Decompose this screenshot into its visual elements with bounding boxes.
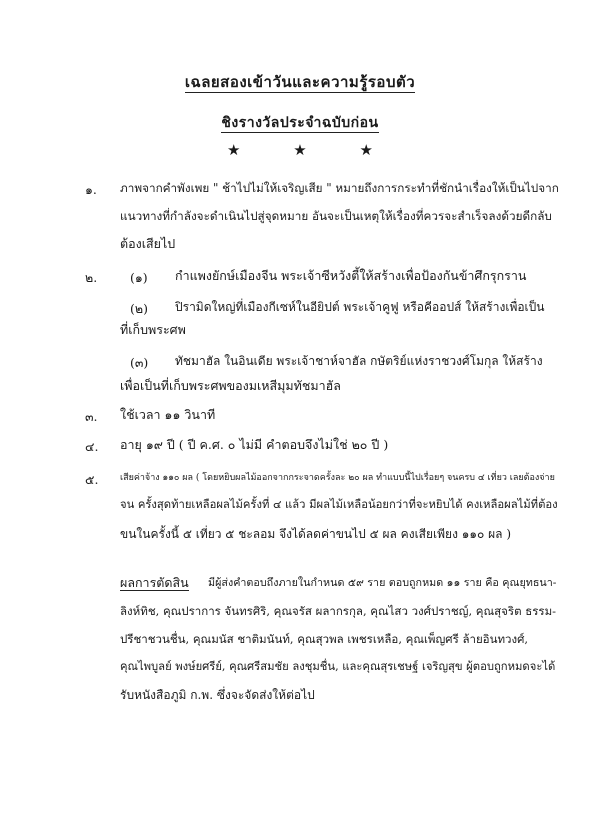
answer-1-line: แนวทางที่กำลังจะดำเนินไปสู่จุดหมาย อันจะเป็นเหตุให้เรื่องที่ควรจะสำเร็จลงด้วยดีกลับ xyxy=(120,209,552,223)
answer-2-item-line: กำแพงยักษ์เมืองจีน พระเจ้าซีหวังตี้ให้สร้างเพื่อป้องกันข้าศึกรุกราน xyxy=(175,268,527,283)
answer-2-item-line: ทัชมาฮัล ในอินเดีย พระเจ้าชาห์จาฮัล กษัตริย์แห่งราชวงศ์โมกุล ให้สร้าง xyxy=(175,354,543,368)
star-divider: ★ ★ ★ xyxy=(227,141,397,159)
answer-3-number: ๓. xyxy=(85,409,98,424)
answer-5-line: เสียค่าจ้าง ๑๑๐ ผล ( โดยหยิบผลไม้ออกจากกระจาดครั้งละ ๒๐ ผล ทำแบบนี้ไปเรื่อยๆ จนครบ ๔ เที่ยว เลยต้องจ่าย xyxy=(120,473,555,483)
page-subtitle xyxy=(0,112,600,134)
answer-2-item-mark: (๒) xyxy=(130,301,148,316)
answer-4-text: อายุ ๑๙ ปี ( ปี ค.ศ. ๐ ไม่มี คำตอบจึงไม่ใช่ ๒๐ ปี ) xyxy=(120,437,389,452)
answer-1-line: ต้องเสียไป xyxy=(120,236,176,251)
answer-1-line: ภาพจากคำพังเพย " ช้าไปไม่ให้เจริญเสีย " หมายถึงการกระทำที่ชักนำเรื่องให้เป็นไปจาก xyxy=(120,181,559,195)
answer-3-text: ใช้เวลา ๑๑ วินาที xyxy=(120,407,216,422)
answer-5-line: ขนในครั้งนี้ ๕ เที่ยว ๕ ชะลอม จึงได้ลดค่าขนไป ๕ ผล คงเสียเพียง ๑๑๐ ผล ) xyxy=(120,527,511,541)
answer-2-item-mark: (๓) xyxy=(130,355,149,370)
page-title-text: เฉลยสองเข้าวันและความรู้รอบตัว xyxy=(184,73,416,91)
result-line: ปรีชาชวนชื่น, คุณมนัส ชาติมนันท์, คุณสุวพล เพชรเหลือ, คุณเพ็ญศรี ล้ายอินทวงศ์, xyxy=(120,632,529,646)
page-subtitle-text: ชิงรางวัลประจำฉบับก่อน xyxy=(221,115,379,131)
result-line: รับหนังสือภูมิ ก.พ. ซึ่งจะจัดส่งให้ต่อไป xyxy=(120,688,315,702)
result-line: ลิงห์ทิช, คุณปราการ จันทรศิริ, คุณจรัส ผลากรกุล, คุณไสว วงศ์ปราชญ์, คุณสุจริต ธรรม- xyxy=(120,604,557,618)
answer-2-item-mark: (๑) xyxy=(130,270,148,285)
result-heading-text: ผลการตัดสิน xyxy=(120,575,189,590)
answer-2-number: ๒. xyxy=(85,270,98,285)
answer-2-item-line: เพื่อเป็นที่เก็บพระศพของมเหสีมุมทัชมาฮัล xyxy=(120,378,341,393)
answer-5-line: จน ครั้งสุดท้ายเหลือผลไม้ครั้งที่ ๔ แล้ว มีผลไม้เหลือน้อยกว่าที่จะหยิบได้ คงเหลือผลไม้ที่ต้อง xyxy=(120,498,558,511)
result-line: มีผู้ส่งคำตอบถึงภายในกำหนด ๕๙ ราย ตอบถูกหมด ๑๑ ราย คือ คุณยุทธนา- xyxy=(208,576,557,589)
answer-2-item-line: ปิรามิดใหญ่ที่เมืองกีเซห์ในอียิปต์ พระเจ้าคูฟู หรือคีออปส์ ให้สร้างเพื่อเป็น xyxy=(175,300,545,314)
answer-1-number: ๑. xyxy=(85,182,97,197)
answer-2-item-line: ที่เก็บพระศพ xyxy=(120,322,186,337)
page-title xyxy=(0,70,600,94)
answer-4-number: ๔. xyxy=(85,439,99,454)
result-line: คุณไพบูลย์ พงษ์ยศรีย์, คุณศรีสมชัย ลงชุมชื่น, และคุณสุรเชษฐ์ เจริญสุข ผู้ตอบถูกหมดจะได้ xyxy=(120,660,556,673)
answer-5-number: ๕. xyxy=(85,472,99,487)
result-heading xyxy=(120,575,189,591)
